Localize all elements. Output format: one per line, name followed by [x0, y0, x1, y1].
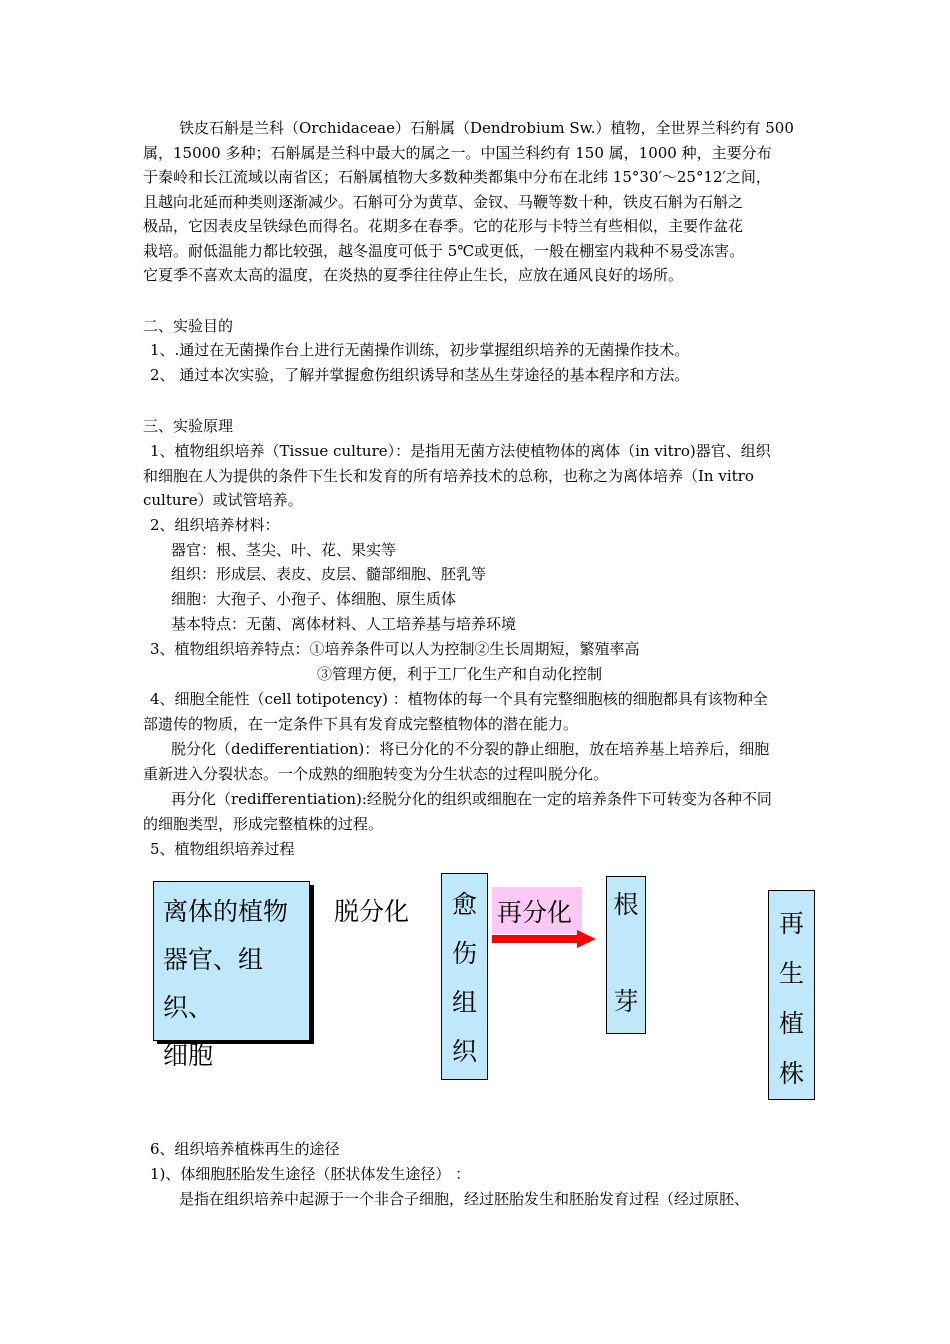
paragraph-line: 它夏季不喜欢太高的温度，在炎热的夏季往往停止生长，应放在通风良好的场所。	[143, 266, 684, 284]
root-bud-box	[606, 876, 646, 1034]
paragraph-line: 再分化（redifferentiation):经脱分化的组织或细胞在一定的培养条件下可转变为各种不同	[171, 790, 772, 808]
box-char: 织	[451, 1037, 477, 1066]
paragraph-line: 5、植物组织培养过程	[150, 840, 295, 858]
paragraph-line: 极品，它因表皮呈铁绿色而得名。花期多在春季。它的花形与卡特兰有些相似，主要作盆花	[143, 217, 744, 235]
paragraph-line: 细胞：大孢子、小孢子、体细胞、原生质体	[171, 590, 457, 608]
paragraph-line: 铁皮石斛是兰科（Orchidaceae）石斛属（Dendrobium Sw.）植物，全世界兰科约有 500	[179, 119, 794, 137]
paragraph-line: 和细胞在人为提供的条件下生长和发育的所有培养技术的总称，也称之为离体培养（In vitro	[143, 467, 754, 485]
explant-box	[153, 881, 310, 1070]
paragraph-line: 1、植物组织培养（Tissue culture）：是指用无菌方法使植物体的离体（in vitro)器官、组织	[150, 442, 771, 460]
section-heading: 二、实验目的	[143, 317, 234, 335]
paragraph-line: 于秦岭和长江流域以南省区；石斛属植物大多数种类都集中分布在北纬 15°30′～25°12′之间，	[143, 168, 771, 186]
paragraph-line: 3、植物组织培养特点：①培养条件可以人为控制②生长周期短，繁殖率高	[150, 640, 640, 658]
box-text-line: 细胞	[163, 1041, 214, 1070]
paragraph-line: 的细胞类型，形成完整植株的过程。	[143, 815, 384, 833]
paragraph-line: 1)、体细胞胚胎发生途径（胚状体发生途径） ：	[150, 1165, 471, 1183]
redifferentiation-label: 再分化	[497, 898, 573, 927]
paragraph-line: culture）或试管培养。	[143, 491, 303, 509]
paragraph-line: 4、细胞全能性（cell totipotency) ：植物体的每一个具有完整细胞核的细胞都具有该物种全	[150, 690, 768, 708]
box-char: 伤	[451, 939, 477, 968]
box-char: 组	[451, 988, 477, 1017]
paragraph-line: 组织：形成层、表皮、皮层、髓部细胞、胚乳等	[171, 565, 487, 583]
paragraph-line: 器官：根、茎尖、叶、花、果实等	[171, 541, 397, 559]
regenerated-plant-box	[768, 890, 815, 1100]
box-text-line: 离体的植物	[163, 897, 289, 926]
box-text-line: 器官、组织、	[163, 945, 264, 1022]
paragraph-line: 属，15000 多种；石斛属是兰科中最大的属之一。中国兰科约有 150 属，1000 种，主要分布	[143, 144, 772, 162]
section-heading: 三、实验原理	[143, 417, 234, 435]
paragraph-line: 脱分化（dedifferentiation)：将已分化的不分裂的静止细胞，放在培养基上培养后，细胞	[171, 740, 770, 758]
paragraph-line: 2、组织培养材料：	[150, 516, 280, 534]
arrow-right-icon	[492, 930, 596, 950]
paragraph-line: 基本特点：无菌、离体材料、人工培养基与培养环境	[171, 615, 517, 633]
dedifferentiation-label: 脱分化	[334, 897, 410, 926]
box-char: 生	[778, 959, 804, 988]
paragraph-line: 且越向北延而种类则逐渐减少。石斛可分为黄草、金钗、马鞭等数十种，铁皮石斛为石斛之	[143, 193, 744, 211]
paragraph-line: 重新进入分裂状态。一个成熟的细胞转变为分生状态的过程叫脱分化。	[143, 765, 609, 783]
root-label: 根	[613, 890, 639, 919]
paragraph-line: ③管理方便，利于工厂化生产和自动化控制	[317, 665, 603, 683]
box-char: 株	[778, 1059, 804, 1088]
bud-label: 芽	[613, 987, 639, 1016]
list-item: 1、.通过在无菌操作台上进行无菌操作训练，初步掌握组织培养的无菌操作技术。	[150, 341, 690, 359]
paragraph-line: 是指在组织培养中起源于一个非合子细胞，经过胚胎发生和胚胎发育过程（经过原胚、	[179, 1190, 750, 1208]
box-char: 再	[778, 909, 804, 938]
paragraph-line: 栽培。耐低温能力都比较强，越冬温度可低于 5℃或更低，一般在棚室内栽种不易受冻害。	[143, 242, 745, 260]
list-item: 2、 通过本次实验，了解并掌握愈伤组织诱导和茎丛生芽途径的基本程序和方法。	[150, 366, 690, 384]
callus-box	[441, 873, 488, 1080]
paragraph-line: 部遗传的物质，在一定条件下具有发育成完整植物体的潜在能力。	[143, 715, 579, 733]
box-char: 愈	[451, 890, 477, 919]
box-char: 植	[778, 1009, 804, 1038]
paragraph-line: 6、组织培养植株再生的途径	[150, 1140, 340, 1158]
